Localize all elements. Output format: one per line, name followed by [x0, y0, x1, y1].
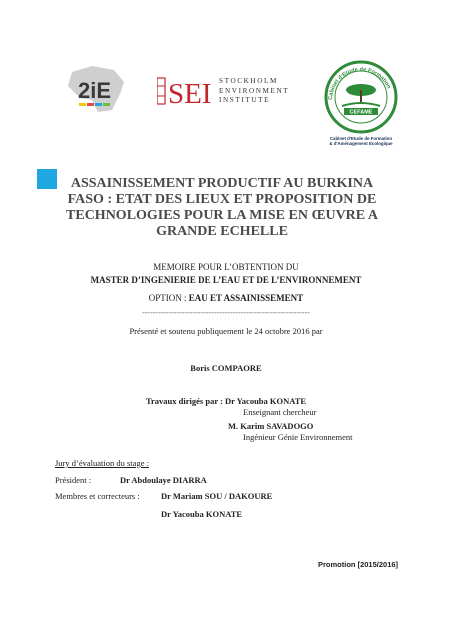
option-value: EAU ET ASSAINISSEMENT	[188, 293, 304, 303]
supervisor1-role: Enseignant chercheur	[243, 407, 317, 417]
document-title: ASSAINISSEMENT PRODUCTIF AU BURKINA FASO : ETAT DES LIEUX ET PROPOSITION DE TECHNOLOGIES POUR LA MISE EN ŒUVRE A GRANDE ECHELLE	[66, 176, 378, 239]
member2-name: Dr Yacouba KONATE	[161, 509, 243, 519]
separator-dashes: ---------------------------------------------------------------	[142, 308, 310, 317]
presented-line: Présenté et soutenu publiquement le 24 octobre 2016 par	[129, 326, 323, 336]
svg-text:Cabinet d'Etude de Formation: Cabinet d'Etude de Formation	[327, 66, 392, 101]
members-label: Membres et correcteurs :	[55, 491, 140, 501]
supervisor2-role: Ingénieur Génie Environnement	[243, 432, 353, 442]
accent-square	[37, 169, 57, 189]
jury-title: Jury d’évaluation du stage :	[55, 458, 149, 468]
supervisor2-name: M. Karim SAVADOGO	[228, 421, 314, 431]
cefame-caption-line1: Cabinet d'Etude de Formation	[329, 136, 393, 141]
supervisor1-name: Dr Yacouba KONATE	[225, 396, 307, 406]
sei-line1: STOCKHOLM	[219, 77, 278, 85]
sei-line2: ENVIRONMENT	[219, 86, 290, 95]
member1-name: Dr Mariam SOU / DAKOURE	[161, 491, 273, 501]
memoire-line2: MASTER D’INGENIERIE DE L’EAU ET DE L’ENVIRONNEMENT	[90, 275, 362, 285]
option-label: OPTION :	[148, 293, 189, 303]
supervision-line	[146, 396, 306, 406]
memoire-line1: MEMOIRE POUR L’OBTENTION DU	[153, 262, 299, 272]
option-line	[0, 293, 452, 303]
promotion-label: Promotion [2015/2016]	[318, 560, 399, 569]
president-name: Dr Abdoulaye DIARRA	[120, 475, 207, 485]
logo-cefame	[320, 60, 402, 150]
author-name: Boris COMPAORE	[190, 363, 262, 373]
svg-text:2iE: 2iE	[78, 78, 112, 103]
logo-sei	[157, 76, 305, 108]
supervision-label: Travaux dirigés par :	[146, 396, 226, 406]
sei-line3: INSTITUTE	[219, 96, 271, 104]
svg-text:CEFAME: CEFAME	[349, 109, 373, 116]
cefame-caption-line2: & d'Aménagement Ecologique	[329, 141, 393, 147]
president-label: Président :	[55, 475, 92, 485]
logo-2ie	[62, 64, 128, 114]
svg-text:SEI: SEI	[168, 78, 212, 108]
